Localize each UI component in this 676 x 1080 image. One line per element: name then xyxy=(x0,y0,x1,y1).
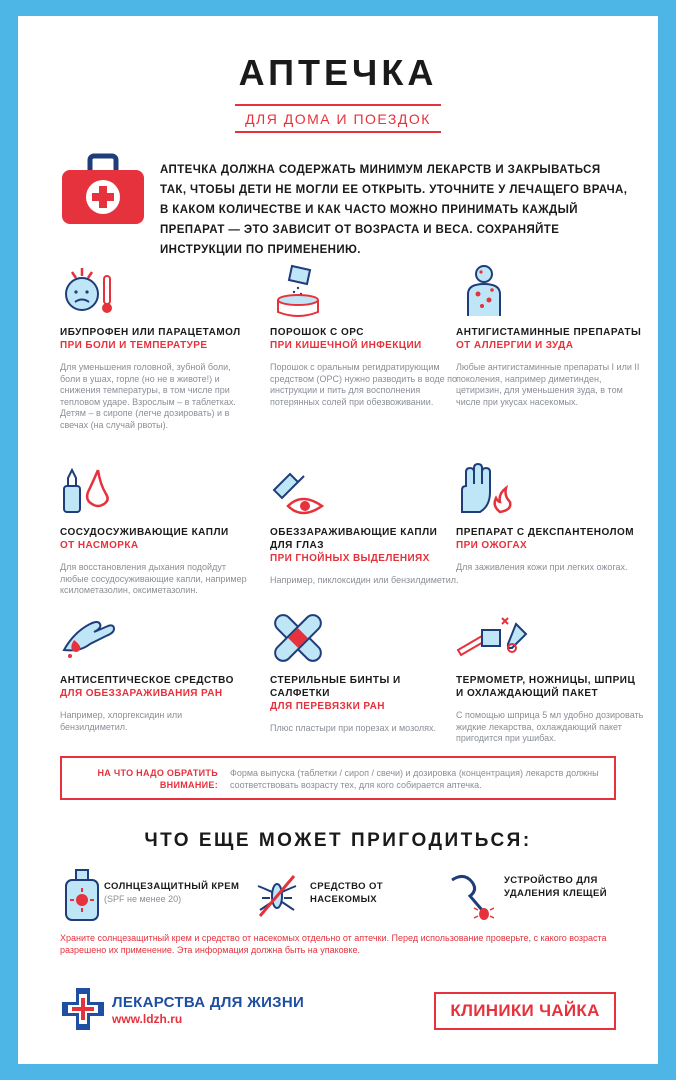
item-desc: Для уменьшения головной, зубной боли, боли в ушах, горле (но не в животе!) и снижения температуры, в том числе при тепловом ударе. Взрослым – в таблетках. Детям – в сиропе (легче дозировать) и в свечах (на случай рвоты). xyxy=(60,362,236,430)
intro-text: АПТЕЧКА ДОЛЖНА СОДЕРЖАТЬ МИНИМУМ ЛЕКАРСТВ И ЗАКРЫВАТЬСЯ ТАК, ЧТОБЫ ДЕТИ НЕ МОГЛИ ЕЕ ОТКРЫТЬ. УТОЧНИТЕ У ЛЕЧАЩЕГО ВРАЧА, В КАКОМ КОЛИЧЕСТВЕ И КАК ЧАСТО МОЖНО ПРИНИМАТЬ КАЖДЫЙ ПРЕПАРАТ — ЭТО ЗАВИСИТ ОТ ВОЗРАСТА И ВЕСА. СОХРАНЯЙТЕ ИНСТРУКЦИИ ПО ПРИМЕНЕНИЮ. xyxy=(160,164,628,256)
item-nasal-drops xyxy=(60,462,250,597)
extra-label: СОЛНЦЕЗАЩИТНЫЙ КРЕМ xyxy=(104,881,240,892)
item-ors xyxy=(270,262,460,408)
item-bandages xyxy=(270,610,460,735)
item-desc: Например, хлоргексидин или бензилдиметил. xyxy=(60,710,183,732)
item-use: ПРИ ГНОЙНЫХ ВЫДЕЛЕНИЯХ xyxy=(270,553,430,564)
attention-text: Форма выпуска (таблетки / сироп / свечи) и дозировка (концентрация) лекарств должны соответствовать возрасту тех, для кого собирается аптечка. xyxy=(230,768,599,790)
tick-remover-icon xyxy=(448,868,494,922)
item-name: АНТИГИСТАМИННЫЕ ПРЕПАРАТЫ xyxy=(456,327,642,338)
item-desc: С помощью шприца 5 мл удобно дозировать жидкие лекарства, охлаждающий пакет пригодится при ушибах. xyxy=(456,710,644,743)
logo-name: ЛЕКАРСТВА ДЛЯ ЖИЗНИ xyxy=(112,994,305,1011)
page-title: АПТЕЧКА xyxy=(238,52,438,93)
partner-logo: КЛИНИКИ ЧАЙКА xyxy=(434,992,616,1030)
extra-repellent xyxy=(254,868,444,926)
item-desc: Порошок с оральным регидратирующим средством (ОРС) нужно разводить в воде по инструкции и пить для восполнения потерянных солей при обезвоживании. xyxy=(270,362,458,407)
page-subtitle: ДЛЯ ДОМА И ПОЕЗДОК xyxy=(235,104,441,133)
fever-head-icon xyxy=(60,262,116,318)
tools-icon xyxy=(456,610,532,666)
item-use: ДЛЯ ПЕРЕВЯЗКИ РАН xyxy=(270,701,385,712)
extra-note: (SPF не менее 20) xyxy=(104,894,182,904)
item-name: ПРЕПАРАТ С ДЕКСПАНТЕНОЛОМ xyxy=(456,527,635,538)
item-name: ОБЕЗЗАРАЖИВАЮЩИЕ КАПЛИ ДЛЯ ГЛАЗ xyxy=(270,527,438,551)
item-name: ИБУПРОФЕН ИЛИ ПАРАЦЕТАМОЛ xyxy=(60,327,241,338)
item-desc: Например, пиклоксидин или бензилдиметил. xyxy=(270,575,459,585)
item-use: ОТ АЛЛЕРГИИ И ЗУДА xyxy=(456,340,574,351)
item-eye-drops xyxy=(270,462,460,587)
item-name: ТЕРМОМЕТР, НОЖНИЦЫ, ШПРИЦ И ОХЛАЖДАЮЩИЙ ПАКЕТ xyxy=(456,675,636,699)
item-name: СОСУДОСУЖИВАЮЩИЕ КАПЛИ xyxy=(60,527,229,538)
item-desc: Для восстановления дыхания подойдут любые сосудосуживающие капли, например ксилометазолин, оксиметазолин. xyxy=(60,562,247,595)
item-desc: Любые антигистаминные препараты I или II поколения, например диметинден, цетиризин, для уменьшения зуда, в том числе при укусах насекомых. xyxy=(456,362,640,407)
item-use: ДЛЯ ОБЕЗЗАРАЖИВАНИЯ РАН xyxy=(60,688,223,699)
burn-hand-icon xyxy=(456,462,512,518)
extra-sunscreen xyxy=(60,868,250,926)
item-antiseptic xyxy=(60,610,250,733)
item-use: ПРИ ОЖОГАХ xyxy=(456,540,528,551)
poster xyxy=(18,16,658,1064)
logo-url-link[interactable]: www.ldzh.ru xyxy=(112,1012,183,1026)
item-antihistamine xyxy=(456,262,646,408)
item-dexpanthenol xyxy=(456,462,646,574)
item-tools xyxy=(456,610,646,745)
no-mosquito-icon xyxy=(254,868,300,922)
item-use: ПРИ БОЛИ И ТЕМПЕРАТУРЕ xyxy=(60,340,208,351)
first-aid-kit-icon xyxy=(58,148,148,228)
sunscreen-icon xyxy=(60,868,106,922)
ors-powder-icon xyxy=(270,262,326,318)
storage-note: Храните солнцезащитный крем и средство от насекомых отдельно от аптечки. Перед использование проверьте, с какого возраста разрешено их применение. Эта информация должна быть на упаковке. xyxy=(60,933,607,955)
item-name: СТЕРИЛЬНЫЕ БИНТЫ И САЛФЕТКИ xyxy=(270,675,401,699)
extra-label: СРЕДСТВО ОТ НАСЕКОМЫХ xyxy=(310,881,383,905)
item-desc: Для заживления кожи при легких ожогах. xyxy=(456,562,628,572)
antiseptic-hand-icon xyxy=(60,610,116,666)
nasal-drops-icon xyxy=(60,462,116,518)
attention-box xyxy=(60,756,616,800)
eye-drops-icon xyxy=(270,462,326,518)
extra-label: УСТРОЙСТВО ДЛЯ УДАЛЕНИЯ КЛЕЩЕЙ xyxy=(504,875,607,899)
attention-label: НА ЧТО НАДО ОБРАТИТЬ ВНИМАНИЕ: xyxy=(97,768,218,790)
bandage-icon xyxy=(270,610,326,666)
item-name: АНТИСЕПТИЧЕСКОЕ СРЕДСТВО xyxy=(60,675,234,686)
item-desc: Плюс пластыри при порезах и мозолях. xyxy=(270,723,437,733)
more-title: ЧТО ЕЩЕ МОЖЕТ ПРИГОДИТЬСЯ: xyxy=(144,830,532,851)
item-use: ОТ НАСМОРКА xyxy=(60,540,139,551)
item-ibuprofen xyxy=(60,262,250,431)
item-name: ПОРОШОК С ОРС xyxy=(270,327,364,338)
extra-tick-remover xyxy=(448,868,638,926)
item-use: ПРИ КИШЕЧНОЙ ИНФЕКЦИИ xyxy=(270,340,422,351)
allergy-person-icon xyxy=(456,262,512,318)
ldzh-cross-logo-icon xyxy=(60,986,106,1032)
